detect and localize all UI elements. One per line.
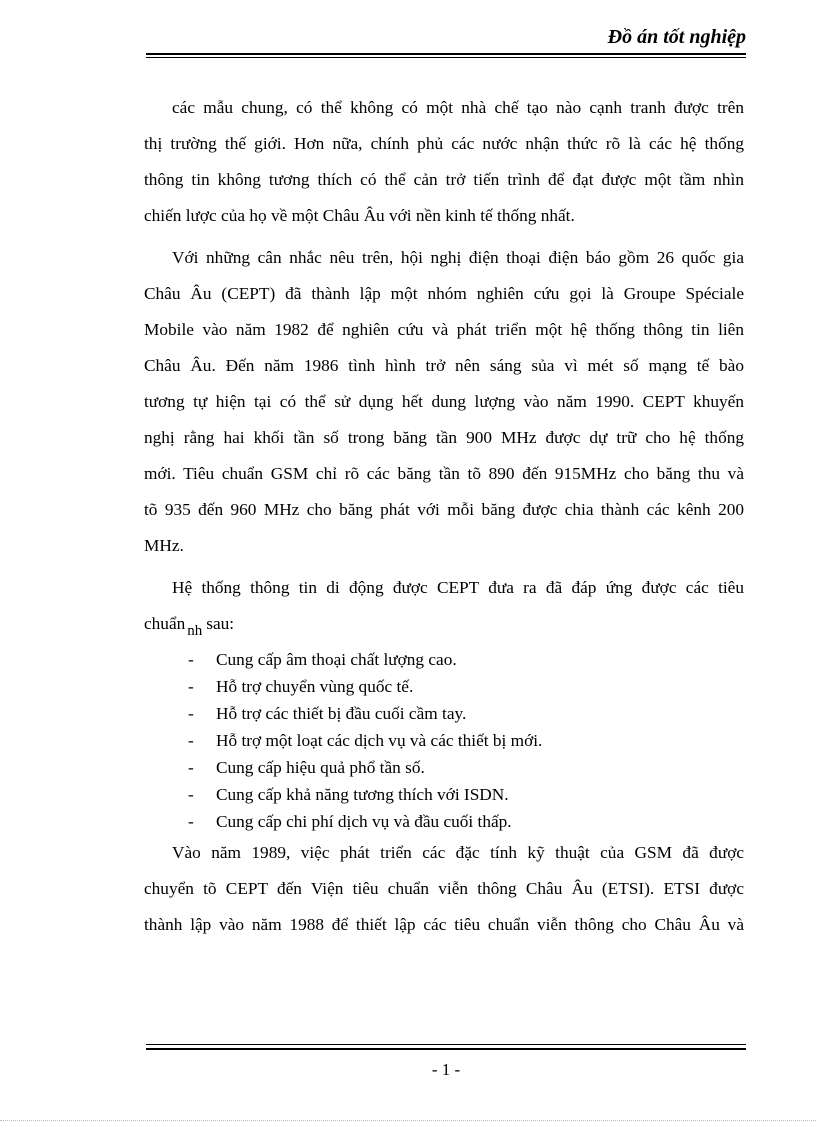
list-item-text: Hỗ trợ chuyển vùng quốc tế. [216, 677, 414, 696]
text-span: chuẩn [144, 614, 186, 633]
list-item [144, 646, 744, 673]
text-span: Vào năm 1989, việc phát triển các đặc tính kỹ thuật của GSM đã được [172, 843, 744, 862]
header-rule-top [146, 53, 746, 55]
list-dash: - [188, 758, 194, 777]
paragraph-3 [144, 570, 744, 642]
text-line: Châu Âu (CEPT) đã thành lập một nhóm nghiên cứu gọi là Groupe Spéciale [144, 284, 744, 303]
text-line [144, 835, 744, 871]
footer-rule-top [146, 1044, 746, 1045]
list-dash: - [188, 731, 194, 750]
list-item [144, 808, 744, 835]
list-item-text: Cung cấp âm thoại chất lượng cao. [216, 650, 457, 669]
text-line: nghị rằng hai khối tần số trong băng tần 900 MHz được dự trữ cho hệ thống [144, 428, 744, 447]
list-item-text: Hỗ trợ các thiết bị đầu cuối cầm tay. [216, 704, 467, 723]
feature-list [144, 646, 744, 835]
page-bottom-border [0, 1120, 816, 1121]
list-dash: - [188, 650, 194, 669]
text-span: Với những cân nhắc nêu trên, hội nghị điện thoại điện báo gồm 26 quốc gia [172, 248, 744, 267]
list-item [144, 754, 744, 781]
list-item [144, 673, 744, 700]
page-number: - 1 - [431, 1060, 461, 1079]
paragraph-2 [144, 240, 744, 564]
list-item [144, 781, 744, 808]
text-span: các mẫu chung, có thể không có một nhà chế tạo nào cạnh tranh được trên [172, 98, 744, 117]
text-line: MHz. [144, 536, 184, 555]
list-dash: - [188, 704, 194, 723]
document-body [144, 90, 744, 943]
text-line: thị trường thế giới. Hơn nữa, chính phủ các nước nhận thức rõ là các hệ thống [144, 134, 744, 153]
list-item-text: Cung cấp hiệu quả phổ tần số. [216, 758, 425, 777]
text-line: thông tin không tương thích có thể cản trở tiến trình để đạt được một tầm nhìn [144, 170, 744, 189]
text-line [144, 90, 744, 126]
text-line: tõ 935 đến 960 MHz cho băng phát với mỗi băng được chia thành các kênh 200 [144, 500, 744, 519]
header-rule-bottom [146, 57, 746, 58]
text-line: tương tự hiện tại có thể sử dụng hết dung lượng vào năm 1990. CEPT khuyến [144, 392, 744, 411]
list-dash: - [188, 677, 194, 696]
subscript-text: nh [187, 623, 203, 639]
list-dash: - [188, 785, 194, 804]
list-item [144, 700, 744, 727]
text-line: chuyển tõ CEPT đến Viện tiêu chuẩn viễn thông Châu Âu (ETSI). ETSI được [144, 879, 744, 898]
header-title: Đồ án tốt nghiệp [607, 26, 746, 48]
list-item-text: Cung cấp khả năng tương thích với ISDN. [216, 785, 509, 804]
paragraph-1 [144, 90, 744, 234]
page-header [146, 22, 746, 58]
paragraph-4 [144, 835, 744, 943]
text-span: Hệ thống thông tin di động được CEPT đưa ra đã đáp ứng được các tiêu [172, 578, 744, 597]
list-item [144, 727, 744, 754]
list-item-text: Cung cấp chi phí dịch vụ và đầu cuối thấp. [216, 812, 512, 831]
text-line: mới. Tiêu chuẩn GSM chỉ rõ các băng tần tõ 890 đến 915MHz cho băng thu và [144, 464, 744, 483]
footer-rule-bottom [146, 1048, 746, 1050]
text-line: Mobile vào năm 1982 để nghiên cứu và phát triển một hệ thống thông tin liên [144, 320, 744, 339]
page-footer [146, 1044, 746, 1094]
list-dash: - [188, 812, 194, 831]
text-line: Châu Âu. Đến năm 1986 tình hình trở nên sáng sủa vì mét số mạng tế bào [144, 356, 744, 375]
text-span: sau: [206, 614, 235, 633]
list-item-text: Hỗ trợ một loạt các dịch vụ và các thiết bị mới. [216, 731, 543, 750]
text-line [144, 606, 744, 642]
text-line [144, 240, 744, 276]
text-line [144, 570, 744, 606]
text-line: thành lập vào năm 1988 để thiết lập các tiêu chuẩn viễn thông cho Châu Âu và [144, 915, 744, 934]
text-line: chiến lược của họ về một Châu Âu với nền kinh tế thống nhất. [144, 206, 575, 225]
